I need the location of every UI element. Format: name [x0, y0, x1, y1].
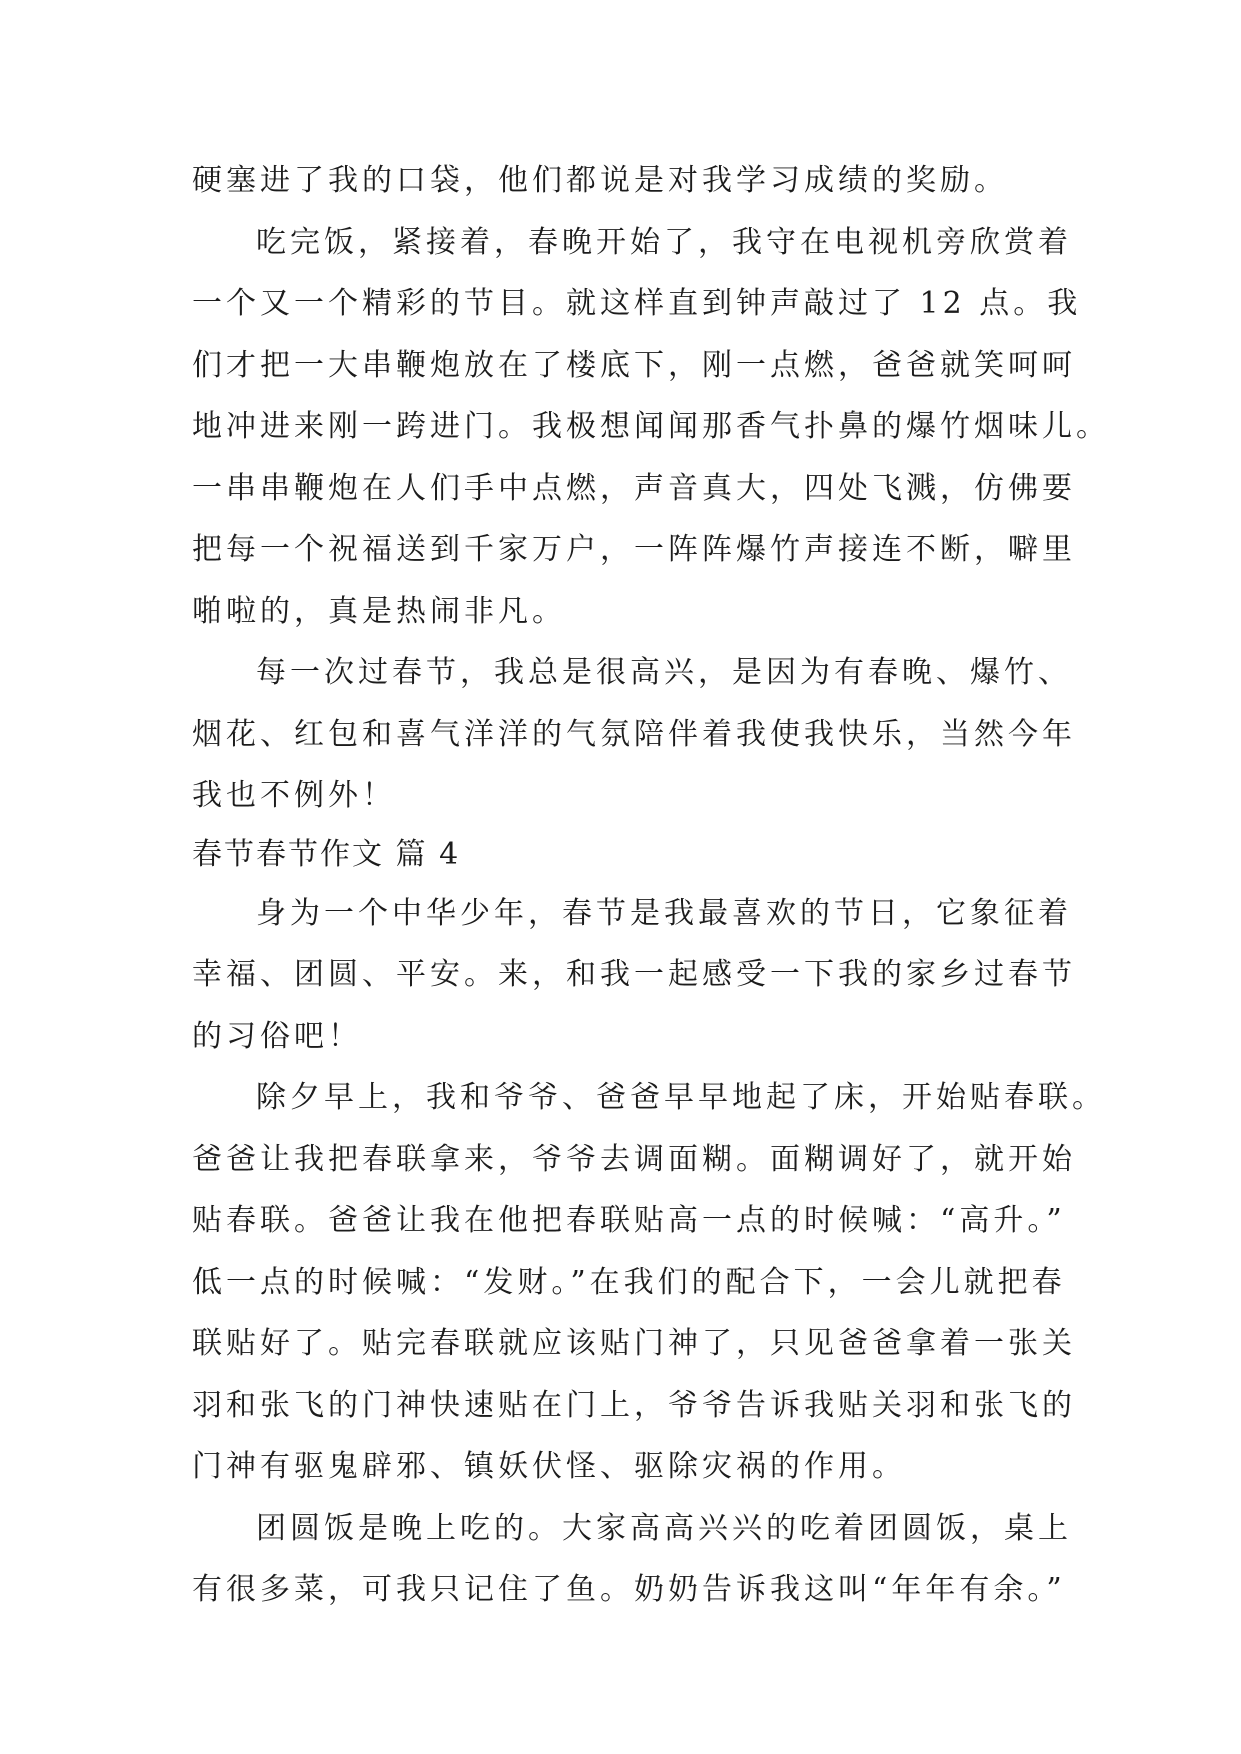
section-heading: 春节春节作文 篇 4 — [192, 836, 461, 872]
text-line: 烟花、红包和喜气洋洋的气氛陪伴着我使我快乐，当然今年 — [192, 716, 1076, 752]
paragraph-start: 吃完饭，紧接着，春晚开始了，我守在电视机旁欣赏着 — [256, 224, 1072, 260]
text-line: 把每一个祝福送到千家万户，一阵阵爆竹声接连不断，噼里 — [192, 532, 1076, 567]
paragraph-start: 除夕早上，我和爷爷、爸爸早早地起了床，开始贴春联。 — [256, 1080, 1106, 1115]
paragraph-start: 团圆饭是晚上吃的。大家高高兴兴的吃着团圆饭，桌上 — [256, 1510, 1072, 1546]
paragraph-start: 身为一个中华少年，春节是我最喜欢的节日，它象征着 — [256, 895, 1072, 931]
text-line: 一串串鞭炮在人们手中点燃，声音真大，四处飞溅，仿佛要 — [192, 470, 1076, 506]
text-line: 们才把一大串鞭炮放在了楼底下，刚一点燃，爸爸就笑呵呵 — [192, 347, 1076, 383]
text-line: 低一点的时候喊：“发财。”在我们的配合下，一会儿就把春 — [192, 1264, 1066, 1300]
text-line: 门神有驱鬼辟邪、镇妖伏怪、驱除灾祸的作用。 — [192, 1449, 906, 1484]
text-line: 硬塞进了我的口袋，他们都说是对我学习成绩的奖励。 — [192, 163, 1008, 198]
text-line: 啪啦的，真是热闹非凡。 — [192, 593, 566, 629]
text-line: 有很多菜，可我只记住了鱼。奶奶告诉我这叫“年年有余。” — [192, 1572, 1066, 1607]
text-line: 地冲进来刚一跨进门。我极想闻闻那香气扑鼻的爆竹烟味儿。 — [192, 409, 1110, 444]
text-line: 幸福、团圆、平安。来，和我一起感受一下我的家乡过春节 — [192, 957, 1076, 992]
text-line: 我也不例外！ — [192, 778, 396, 813]
text-line: 羽和张飞的门神快速贴在门上，爷爷告诉我贴关羽和张飞的 — [192, 1387, 1076, 1423]
text-line: 联贴好了。贴完春联就应该贴门神了，只见爸爸拿着一张关 — [192, 1326, 1076, 1361]
text-line: 爸爸让我把春联拿来，爷爷去调面糊。面糊调好了，就开始 — [192, 1141, 1076, 1177]
text-line: 的习俗吧！ — [192, 1018, 362, 1054]
document-body — [192, 150, 1110, 1621]
text-line: 贴春联。爸爸让我在他把春联贴高一点的时候喊：“高升。” — [192, 1203, 1066, 1238]
paragraph-start: 每一次过春节，我总是很高兴，是因为有春晚、爆竹、 — [256, 655, 1072, 690]
text-line: 一个又一个精彩的节目。就这样直到钟声敲过了 12 点。我 — [192, 286, 1082, 321]
